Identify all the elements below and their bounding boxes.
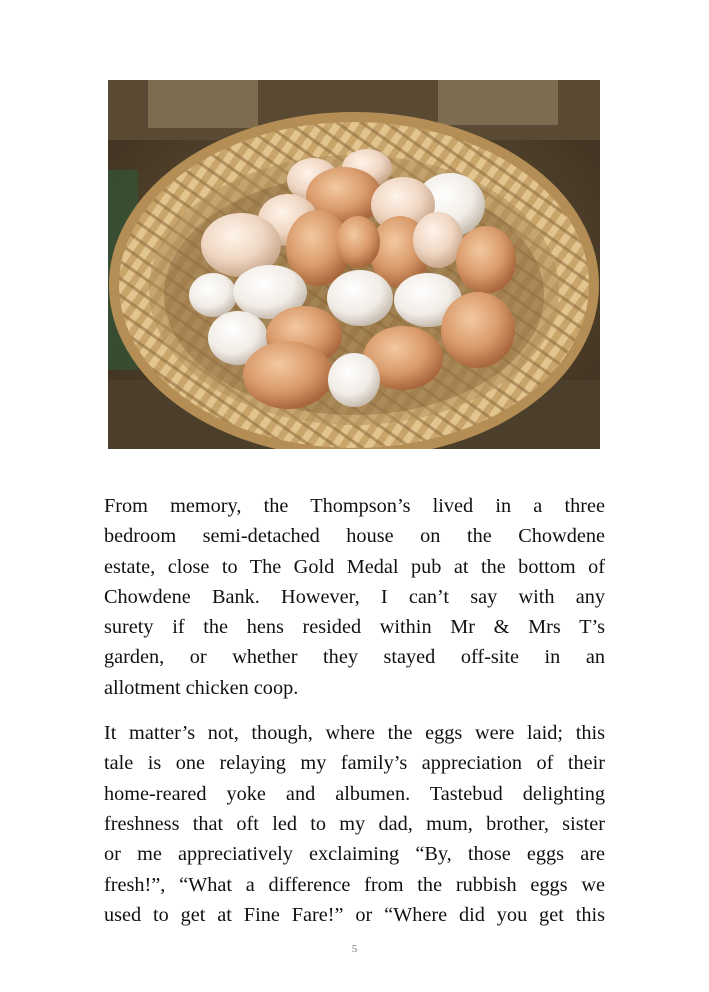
text-line: bedroom semi-detached house on the Chowdene xyxy=(104,525,605,548)
text-line: From memory, the Thompson’s lived in a three xyxy=(104,495,605,517)
paragraph-2 xyxy=(104,718,605,930)
paragraph-1 xyxy=(104,491,605,703)
text-line: freshness that oft led to my dad, mum, brother, sister xyxy=(104,812,605,835)
text-line: Chowdene Bank. However, I can’t say with any xyxy=(104,585,605,608)
text-line: used to get at Fine Fare!” or “Where did you get this xyxy=(104,903,605,926)
egg-basket-photo xyxy=(108,80,600,449)
text-line: or me appreciatively exclaiming “By, those eggs are xyxy=(104,843,605,866)
text-line: tale is one relaying my family’s appreciation of their xyxy=(104,752,605,775)
text-line: fresh!”, “What a difference from the rubbish eggs we xyxy=(104,873,605,896)
text-line: allotment chicken coop. xyxy=(104,676,299,699)
page-number: 5 xyxy=(351,943,358,955)
body-text xyxy=(104,491,605,930)
text-line: surety if the hens resided within Mr & Mrs T’s xyxy=(104,616,605,639)
text-line: It matter’s not, though, where the eggs were laid; this xyxy=(104,722,605,745)
text-line: home-reared yoke and albumen. Tastebud delighting xyxy=(104,782,605,805)
text-line: estate, close to The Gold Medal pub at the bottom of xyxy=(104,555,605,578)
text-line: garden, or whether they stayed off-site in an xyxy=(104,646,605,669)
